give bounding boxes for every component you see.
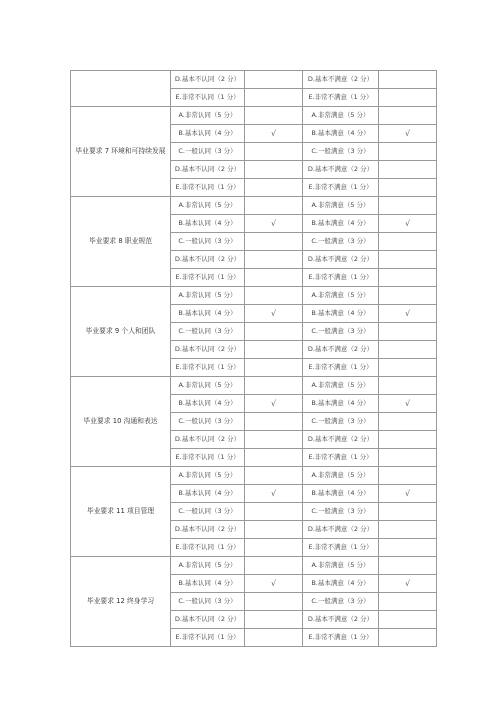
- recognition-check: [245, 629, 303, 647]
- recognition-check: √: [245, 575, 303, 593]
- recognition-check: [245, 197, 303, 215]
- recognition-option: E.非常不认同（1 分）: [171, 359, 245, 377]
- satisfaction-option: D.基本不满意（2 分）: [303, 341, 379, 359]
- recognition-option: A.非常认同（5 分）: [171, 197, 245, 215]
- recognition-check: √: [245, 215, 303, 233]
- satisfaction-check: [379, 359, 437, 377]
- satisfaction-check: [379, 611, 437, 629]
- recognition-check: [245, 557, 303, 575]
- satisfaction-option: B.基本满意（4 分）: [303, 125, 379, 143]
- recognition-option: D.基本不认同（2 分）: [171, 251, 245, 269]
- satisfaction-check: [379, 107, 437, 125]
- survey-table-body: [71, 71, 437, 647]
- satisfaction-option: E.非常不满意（1 分）: [303, 539, 379, 557]
- satisfaction-check: [379, 593, 437, 611]
- recognition-option: B.基本认同（4 分）: [171, 215, 245, 233]
- table-row: [71, 467, 437, 485]
- satisfaction-option: B.基本满意（4 分）: [303, 575, 379, 593]
- table-row: [71, 287, 437, 305]
- satisfaction-check: [379, 341, 437, 359]
- satisfaction-option: D.基本不满意（2 分）: [303, 611, 379, 629]
- table-row: [71, 197, 437, 215]
- satisfaction-option: E.非常不满意（1 分）: [303, 89, 379, 107]
- recognition-option: E.非常不认同（1 分）: [171, 539, 245, 557]
- recognition-check: [245, 467, 303, 485]
- recognition-check: [245, 503, 303, 521]
- recognition-option: B.基本认同（4 分）: [171, 485, 245, 503]
- recognition-check: [245, 449, 303, 467]
- recognition-check: [245, 89, 303, 107]
- satisfaction-option: A.非常满意（5 分）: [303, 557, 379, 575]
- satisfaction-check: √: [379, 305, 437, 323]
- recognition-option: A.非常认同（5 分）: [171, 557, 245, 575]
- satisfaction-option: E.非常不满意（1 分）: [303, 269, 379, 287]
- recognition-option: B.基本认同（4 分）: [171, 125, 245, 143]
- satisfaction-option: D.基本不满意（2 分）: [303, 251, 379, 269]
- satisfaction-option: E.非常不满意（1 分）: [303, 629, 379, 647]
- requirement-label: 毕业要求 7 环境和可持续发展: [71, 107, 171, 197]
- recognition-option: A.非常认同（5 分）: [171, 287, 245, 305]
- recognition-check: √: [245, 485, 303, 503]
- satisfaction-check: [379, 161, 437, 179]
- satisfaction-option: D.基本不满意（2 分）: [303, 521, 379, 539]
- satisfaction-option: E.非常不满意（1 分）: [303, 179, 379, 197]
- recognition-option: B.基本认同（4 分）: [171, 395, 245, 413]
- satisfaction-option: D.基本不满意（2 分）: [303, 431, 379, 449]
- recognition-check: [245, 251, 303, 269]
- recognition-check: [245, 233, 303, 251]
- satisfaction-check: [379, 377, 437, 395]
- satisfaction-option: A.非常满意（5 分）: [303, 287, 379, 305]
- recognition-option: D.基本不认同（2 分）: [171, 431, 245, 449]
- satisfaction-option: C.一般满意（3 分）: [303, 503, 379, 521]
- satisfaction-check: [379, 413, 437, 431]
- satisfaction-option: B.基本满意（4 分）: [303, 485, 379, 503]
- survey-sheet: [70, 70, 436, 647]
- recognition-option: C.一般认同（3 分）: [171, 593, 245, 611]
- recognition-check: [245, 611, 303, 629]
- satisfaction-check: [379, 179, 437, 197]
- recognition-check: [245, 107, 303, 125]
- recognition-option: A.非常认同（5 分）: [171, 467, 245, 485]
- table-row: [71, 557, 437, 575]
- recognition-option: A.非常认同（5 分）: [171, 377, 245, 395]
- recognition-check: [245, 359, 303, 377]
- recognition-option: C.一般认同（3 分）: [171, 503, 245, 521]
- recognition-option: E.非常不认同（1 分）: [171, 89, 245, 107]
- satisfaction-check: [379, 287, 437, 305]
- requirement-label: 毕业要求 9 个人和团队: [71, 287, 171, 377]
- recognition-option: D.基本不认同（2 分）: [171, 521, 245, 539]
- recognition-check: [245, 539, 303, 557]
- recognition-option: E.非常不认同（1 分）: [171, 449, 245, 467]
- table-row: [71, 377, 437, 395]
- recognition-check: [245, 71, 303, 89]
- recognition-check: [245, 521, 303, 539]
- recognition-option: C.一般认同（3 分）: [171, 323, 245, 341]
- satisfaction-option: C.一般满意（3 分）: [303, 323, 379, 341]
- satisfaction-check: [379, 431, 437, 449]
- satisfaction-check: [379, 521, 437, 539]
- satisfaction-check: √: [379, 125, 437, 143]
- recognition-check: [245, 323, 303, 341]
- recognition-option: A.非常认同（5 分）: [171, 107, 245, 125]
- recognition-check: [245, 341, 303, 359]
- recognition-check: √: [245, 125, 303, 143]
- satisfaction-check: [379, 449, 437, 467]
- satisfaction-option: C.一般满意（3 分）: [303, 233, 379, 251]
- recognition-option: E.非常不认同（1 分）: [171, 269, 245, 287]
- recognition-check: [245, 593, 303, 611]
- satisfaction-option: B.基本满意（4 分）: [303, 215, 379, 233]
- satisfaction-check: [379, 503, 437, 521]
- recognition-option: C.一般认同（3 分）: [171, 143, 245, 161]
- satisfaction-option: E.非常不满意（1 分）: [303, 449, 379, 467]
- recognition-check: [245, 413, 303, 431]
- satisfaction-option: C.一般满意（3 分）: [303, 593, 379, 611]
- recognition-option: C.一般认同（3 分）: [171, 413, 245, 431]
- satisfaction-check: [379, 269, 437, 287]
- satisfaction-option: A.非常满意（5 分）: [303, 107, 379, 125]
- recognition-check: [245, 143, 303, 161]
- recognition-check: [245, 431, 303, 449]
- requirement-label: 毕业要求 12 终身学习: [71, 557, 171, 647]
- satisfaction-check: √: [379, 575, 437, 593]
- recognition-check: √: [245, 305, 303, 323]
- satisfaction-option: C.一般满意（3 分）: [303, 413, 379, 431]
- satisfaction-check: √: [379, 395, 437, 413]
- satisfaction-check: [379, 629, 437, 647]
- satisfaction-check: [379, 467, 437, 485]
- recognition-check: √: [245, 395, 303, 413]
- recognition-option: E.非常不认同（1 分）: [171, 179, 245, 197]
- satisfaction-option: D.基本不满意（2 分）: [303, 161, 379, 179]
- satisfaction-check: [379, 71, 437, 89]
- satisfaction-option: A.非常满意（5 分）: [303, 377, 379, 395]
- satisfaction-check: [379, 233, 437, 251]
- recognition-check: [245, 287, 303, 305]
- satisfaction-option: E.非常不满意（1 分）: [303, 359, 379, 377]
- satisfaction-check: [379, 197, 437, 215]
- recognition-option: C.一般认同（3 分）: [171, 233, 245, 251]
- satisfaction-check: [379, 251, 437, 269]
- survey-table: [70, 70, 437, 647]
- satisfaction-check: [379, 539, 437, 557]
- recognition-check: [245, 377, 303, 395]
- recognition-option: E.非常不认同（1 分）: [171, 629, 245, 647]
- satisfaction-option: A.非常满意（5 分）: [303, 467, 379, 485]
- table-row: [71, 71, 437, 89]
- recognition-check: [245, 161, 303, 179]
- satisfaction-check: [379, 323, 437, 341]
- satisfaction-option: B.基本满意（4 分）: [303, 395, 379, 413]
- recognition-check: [245, 179, 303, 197]
- recognition-check: [245, 269, 303, 287]
- satisfaction-check: √: [379, 215, 437, 233]
- recognition-option: B.基本认同（4 分）: [171, 575, 245, 593]
- requirement-label: [71, 71, 171, 107]
- satisfaction-option: B.基本满意（4 分）: [303, 305, 379, 323]
- recognition-option: B.基本认同（4 分）: [171, 305, 245, 323]
- satisfaction-option: D.基本不满意（2 分）: [303, 71, 379, 89]
- recognition-option: D.基本不认同（2 分）: [171, 71, 245, 89]
- table-row: [71, 107, 437, 125]
- satisfaction-option: A.非常满意（5 分）: [303, 197, 379, 215]
- requirement-label: 毕业要求 10 沟通和表达: [71, 377, 171, 467]
- requirement-label: 毕业要求 8 职业规范: [71, 197, 171, 287]
- requirement-label: 毕业要求 11 项目管理: [71, 467, 171, 557]
- satisfaction-check: √: [379, 485, 437, 503]
- satisfaction-check: [379, 89, 437, 107]
- recognition-option: D.基本不认同（2 分）: [171, 611, 245, 629]
- satisfaction-check: [379, 557, 437, 575]
- recognition-option: D.基本不认同（2 分）: [171, 341, 245, 359]
- recognition-option: D.基本不认同（2 分）: [171, 161, 245, 179]
- satisfaction-check: [379, 143, 437, 161]
- satisfaction-option: C.一般满意（3 分）: [303, 143, 379, 161]
